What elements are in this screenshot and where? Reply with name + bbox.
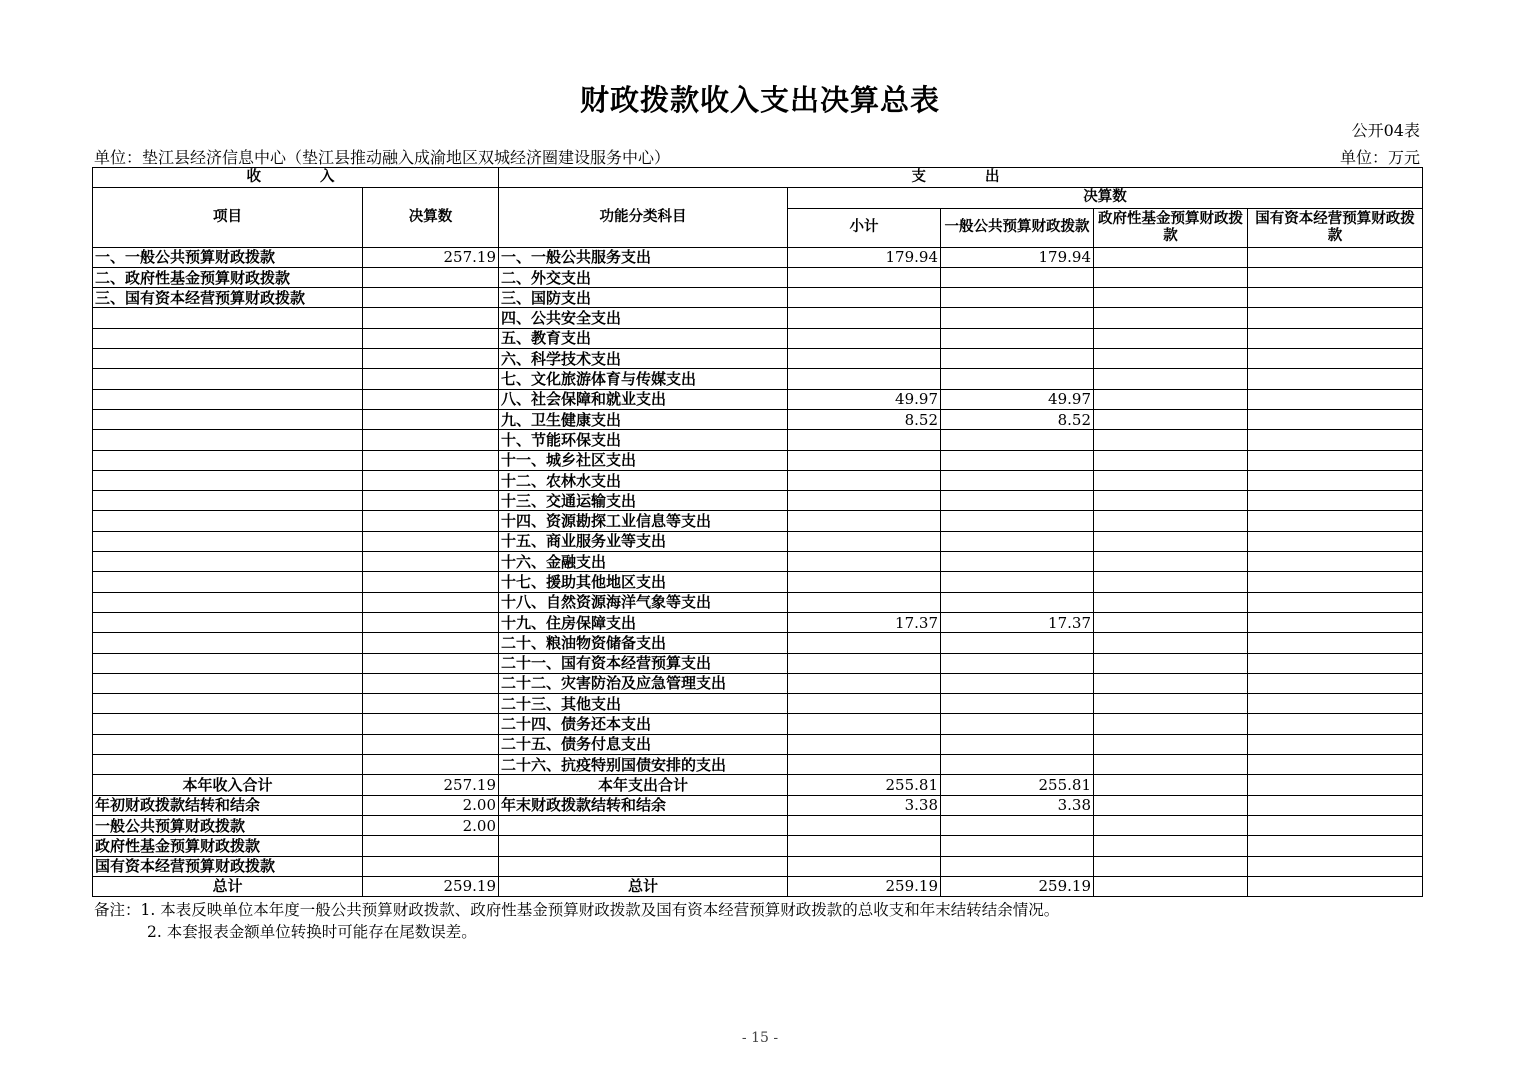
expense-subtotal: 179.94	[788, 247, 941, 267]
carry-out-general: 3.38	[941, 795, 1094, 815]
income-item	[93, 592, 363, 612]
expense-category: 十八、自然资源海洋气象等支出	[499, 592, 788, 612]
expense-general	[941, 450, 1094, 470]
income-item	[93, 673, 363, 693]
expense-gov-fund	[1094, 552, 1248, 572]
income-total-label: 本年收入合计	[93, 775, 363, 795]
header-income: 收 入	[93, 168, 499, 188]
expense-subtotal	[788, 694, 941, 714]
expense-category: 十一、城乡社区支出	[499, 450, 788, 470]
expense-subtotal	[788, 531, 941, 551]
income-amount	[363, 552, 499, 572]
expense-general: 179.94	[941, 247, 1094, 267]
expense-category: 一、一般公共服务支出	[499, 247, 788, 267]
expense-state-capital	[1248, 369, 1423, 389]
header-row-2	[93, 188, 1423, 208]
income-item	[93, 734, 363, 754]
expense-state-capital	[1248, 531, 1423, 551]
grand-out-gov-fund	[1094, 876, 1248, 896]
expense-subtotal	[788, 572, 941, 592]
income-item	[93, 430, 363, 450]
expense-general	[941, 430, 1094, 450]
expense-general	[941, 572, 1094, 592]
expense-category: 五、教育支出	[499, 328, 788, 348]
expense-category: 三、国防支出	[499, 288, 788, 308]
expense-category: 十二、农林水支出	[499, 470, 788, 490]
table-row	[93, 491, 1423, 511]
budget-table	[92, 167, 1423, 897]
expense-total-general: 255.81	[941, 775, 1094, 795]
income-amount: 257.19	[363, 247, 499, 267]
expense-total-gov-fund	[1094, 775, 1248, 795]
expense-gov-fund	[1094, 247, 1248, 267]
table-row	[93, 592, 1423, 612]
expense-state-capital	[1248, 450, 1423, 470]
expense-total-subtotal: 255.81	[788, 775, 941, 795]
note-1: 备注：1. 本表反映单位本年度一般公共预算财政拨款、政府性基金预算财政拨款及国有资本经营预算财政拨款的总收支和年末结转结余情况。	[94, 901, 1060, 919]
table-row	[93, 409, 1423, 429]
income-amount	[363, 694, 499, 714]
expense-state-capital	[1248, 409, 1423, 429]
income-item	[93, 349, 363, 369]
income-item	[93, 531, 363, 551]
expense-state-capital	[1248, 308, 1423, 328]
income-amount	[363, 430, 499, 450]
table-row	[93, 531, 1423, 551]
expense-gov-fund	[1094, 308, 1248, 328]
empty-cell	[1094, 856, 1248, 876]
expense-subtotal	[788, 450, 941, 470]
expense-state-capital	[1248, 288, 1423, 308]
income-item	[93, 755, 363, 775]
expense-subtotal	[788, 592, 941, 612]
expense-category: 十三、交通运输支出	[499, 491, 788, 511]
empty-cell	[788, 836, 941, 856]
grand-out-label: 总计	[499, 876, 788, 896]
expense-state-capital	[1248, 592, 1423, 612]
empty-cell	[788, 815, 941, 835]
expense-general	[941, 491, 1094, 511]
income-amount	[363, 612, 499, 632]
expense-category: 二十、粮油物资储备支出	[499, 633, 788, 653]
income-amount	[363, 369, 499, 389]
summary-row-carry-general	[93, 815, 1423, 835]
income-item	[93, 450, 363, 470]
expense-gov-fund	[1094, 755, 1248, 775]
unit-organization: 单位：垫江县经济信息中心（垫江县推动融入成渝地区双城经济圈建设服务中心）	[94, 148, 671, 167]
expense-gov-fund	[1094, 450, 1248, 470]
expense-subtotal: 8.52	[788, 409, 941, 429]
expense-category: 二十四、债务还本支出	[499, 714, 788, 734]
expense-gov-fund	[1094, 612, 1248, 632]
income-amount	[363, 409, 499, 429]
income-amount	[363, 389, 499, 409]
table-row	[93, 288, 1423, 308]
table-row	[93, 470, 1423, 490]
expense-gov-fund	[1094, 349, 1248, 369]
summary-row-carry-state	[93, 856, 1423, 876]
table-row	[93, 612, 1423, 632]
empty-cell	[1248, 856, 1423, 876]
expense-category: 十、节能环保支出	[499, 430, 788, 450]
expense-state-capital	[1248, 267, 1423, 287]
expense-subtotal	[788, 328, 941, 348]
income-item	[93, 653, 363, 673]
expense-general: 17.37	[941, 612, 1094, 632]
income-amount	[363, 328, 499, 348]
expense-gov-fund	[1094, 531, 1248, 551]
expense-subtotal	[788, 734, 941, 754]
income-item: 三、国有资本经营预算财政拨款	[93, 288, 363, 308]
expense-general: 8.52	[941, 409, 1094, 429]
carry-out-label: 年末财政拨款结转和结余	[499, 795, 788, 815]
expense-subtotal	[788, 491, 941, 511]
expense-total-state-capital	[1248, 775, 1423, 795]
income-amount	[363, 308, 499, 328]
expense-general	[941, 328, 1094, 348]
expense-gov-fund	[1094, 267, 1248, 287]
income-item	[93, 389, 363, 409]
expense-total-label: 本年支出合计	[499, 775, 788, 795]
income-item	[93, 470, 363, 490]
carry-in-gov-label: 政府性基金预算财政拨款	[93, 836, 363, 856]
expense-gov-fund	[1094, 673, 1248, 693]
header-final-amount: 决算数	[788, 188, 1423, 208]
expense-category: 十九、住房保障支出	[499, 612, 788, 632]
expense-state-capital	[1248, 491, 1423, 511]
expense-general	[941, 470, 1094, 490]
income-amount	[363, 491, 499, 511]
expense-category: 十五、商业服务业等支出	[499, 531, 788, 551]
expense-general	[941, 369, 1094, 389]
expense-category: 四、公共安全支出	[499, 308, 788, 328]
empty-cell	[499, 836, 788, 856]
table-row	[93, 673, 1423, 693]
header-state-capital: 国有资本经营预算财政拨款	[1248, 208, 1423, 247]
expense-subtotal	[788, 430, 941, 450]
expense-gov-fund	[1094, 328, 1248, 348]
expense-state-capital	[1248, 612, 1423, 632]
income-item	[93, 308, 363, 328]
table-row	[93, 430, 1423, 450]
unit-currency: 单位：万元	[1339, 148, 1420, 167]
income-item	[93, 714, 363, 734]
income-item	[93, 694, 363, 714]
expense-general	[941, 308, 1094, 328]
table-row	[93, 714, 1423, 734]
income-amount	[363, 531, 499, 551]
carry-out-subtotal: 3.38	[788, 795, 941, 815]
expense-gov-fund	[1094, 288, 1248, 308]
expense-category: 十四、资源勘探工业信息等支出	[499, 511, 788, 531]
expense-general	[941, 531, 1094, 551]
expense-state-capital	[1248, 328, 1423, 348]
expense-general	[941, 511, 1094, 531]
carry-in-general-value: 2.00	[363, 815, 499, 835]
expense-state-capital	[1248, 714, 1423, 734]
grand-in-label: 总计	[93, 876, 363, 896]
table-summary	[93, 775, 1423, 897]
expense-general	[941, 349, 1094, 369]
expense-general	[941, 288, 1094, 308]
expense-gov-fund	[1094, 734, 1248, 754]
header-amount: 决算数	[363, 188, 499, 247]
expense-subtotal	[788, 673, 941, 693]
expense-gov-fund	[1094, 694, 1248, 714]
expense-gov-fund	[1094, 369, 1248, 389]
income-amount	[363, 714, 499, 734]
expense-general	[941, 552, 1094, 572]
expense-state-capital	[1248, 349, 1423, 369]
expense-state-capital	[1248, 755, 1423, 775]
expense-state-capital	[1248, 734, 1423, 754]
expense-category: 二十一、国有资本经营预算支出	[499, 653, 788, 673]
expense-subtotal	[788, 714, 941, 734]
expense-state-capital	[1248, 247, 1423, 267]
income-item	[93, 328, 363, 348]
carry-in-label: 年初财政拨款结转和结余	[93, 795, 363, 815]
expense-general	[941, 714, 1094, 734]
empty-cell	[1248, 815, 1423, 835]
expense-state-capital	[1248, 673, 1423, 693]
expense-state-capital	[1248, 430, 1423, 450]
income-amount	[363, 511, 499, 531]
expense-subtotal	[788, 369, 941, 389]
table-row	[93, 267, 1423, 287]
expense-subtotal	[788, 308, 941, 328]
table-row	[93, 734, 1423, 754]
note-2: 2. 本套报表金额单位转换时可能存在尾数误差。	[147, 923, 477, 941]
grand-out-state-capital	[1248, 876, 1423, 896]
empty-cell	[1248, 836, 1423, 856]
carry-out-state-capital	[1248, 795, 1423, 815]
table-row	[93, 694, 1423, 714]
header-func-category: 功能分类科目	[499, 188, 788, 247]
expense-category: 二十五、债务付息支出	[499, 734, 788, 754]
header-item: 项目	[93, 188, 363, 247]
expense-subtotal	[788, 349, 941, 369]
carry-in-state-label: 国有资本经营预算财政拨款	[93, 856, 363, 876]
income-item	[93, 369, 363, 389]
table-row	[93, 349, 1423, 369]
expense-general: 49.97	[941, 389, 1094, 409]
table-row	[93, 389, 1423, 409]
expense-state-capital	[1248, 633, 1423, 653]
expense-general	[941, 734, 1094, 754]
expense-general	[941, 694, 1094, 714]
income-item	[93, 612, 363, 632]
income-amount	[363, 592, 499, 612]
header-gov-fund: 政府性基金预算财政拨款	[1094, 208, 1248, 247]
expense-subtotal	[788, 267, 941, 287]
table-row	[93, 572, 1423, 592]
expense-general	[941, 592, 1094, 612]
page-title: 财政拨款收入支出决算总表	[579, 83, 940, 117]
header-expense: 支 出	[499, 168, 1423, 188]
expense-category: 十七、援助其他地区支出	[499, 572, 788, 592]
expense-gov-fund	[1094, 470, 1248, 490]
expense-general	[941, 633, 1094, 653]
income-item	[93, 633, 363, 653]
table-body	[93, 247, 1423, 775]
expense-gov-fund	[1094, 389, 1248, 409]
income-amount	[363, 470, 499, 490]
expense-state-capital	[1248, 572, 1423, 592]
notes	[94, 899, 1059, 943]
expense-gov-fund	[1094, 491, 1248, 511]
header-row-1	[93, 168, 1423, 188]
income-amount	[363, 572, 499, 592]
expense-state-capital	[1248, 511, 1423, 531]
table-row	[93, 450, 1423, 470]
carry-in-value: 2.00	[363, 795, 499, 815]
expense-category: 二十六、抗疫特别国债安排的支出	[499, 755, 788, 775]
expense-category: 九、卫生健康支出	[499, 409, 788, 429]
summary-row-carry-gov	[93, 836, 1423, 856]
expense-category: 七、文化旅游体育与传媒支出	[499, 369, 788, 389]
expense-category: 八、社会保障和就业支出	[499, 389, 788, 409]
expense-gov-fund	[1094, 511, 1248, 531]
expense-subtotal	[788, 470, 941, 490]
expense-subtotal	[788, 755, 941, 775]
expense-category: 十六、金融支出	[499, 552, 788, 572]
empty-cell	[363, 836, 499, 856]
expense-category: 六、科学技术支出	[499, 349, 788, 369]
income-total-value: 257.19	[363, 775, 499, 795]
empty-cell	[941, 856, 1094, 876]
table-number: 公开04表	[1351, 121, 1420, 140]
header-subtotal: 小计	[788, 208, 941, 247]
expense-gov-fund	[1094, 409, 1248, 429]
carry-in-general-label: 一般公共预算财政拨款	[93, 815, 363, 835]
empty-cell	[788, 856, 941, 876]
summary-row-year-total	[93, 775, 1423, 795]
grand-out-general: 259.19	[941, 876, 1094, 896]
page-number: - 15 -	[741, 1030, 779, 1046]
table-row	[93, 247, 1423, 267]
income-amount	[363, 673, 499, 693]
income-item	[93, 511, 363, 531]
table-row	[93, 552, 1423, 572]
table-row	[93, 511, 1423, 531]
expense-gov-fund	[1094, 430, 1248, 450]
income-amount	[363, 755, 499, 775]
table-row	[93, 308, 1423, 328]
empty-cell	[941, 815, 1094, 835]
income-amount	[363, 653, 499, 673]
expense-gov-fund	[1094, 592, 1248, 612]
expense-general	[941, 267, 1094, 287]
expense-gov-fund	[1094, 572, 1248, 592]
empty-cell	[499, 856, 788, 876]
income-item	[93, 409, 363, 429]
expense-state-capital	[1248, 389, 1423, 409]
empty-cell	[1094, 815, 1248, 835]
summary-row-carryover	[93, 795, 1423, 815]
income-amount	[363, 450, 499, 470]
income-amount	[363, 734, 499, 754]
expense-subtotal: 17.37	[788, 612, 941, 632]
empty-cell	[941, 836, 1094, 856]
expense-state-capital	[1248, 470, 1423, 490]
expense-subtotal	[788, 552, 941, 572]
income-amount	[363, 349, 499, 369]
empty-cell	[363, 856, 499, 876]
expense-category: 二、外交支出	[499, 267, 788, 287]
income-item	[93, 552, 363, 572]
table-row	[93, 328, 1423, 348]
summary-row-grand-total	[93, 876, 1423, 896]
expense-gov-fund	[1094, 633, 1248, 653]
expense-category: 二十二、灾害防治及应急管理支出	[499, 673, 788, 693]
expense-subtotal	[788, 633, 941, 653]
expense-state-capital	[1248, 694, 1423, 714]
header-general-budget: 一般公共预算财政拨款	[941, 208, 1094, 247]
expense-gov-fund	[1094, 714, 1248, 734]
income-amount	[363, 288, 499, 308]
carry-out-gov-fund	[1094, 795, 1248, 815]
expense-state-capital	[1248, 653, 1423, 673]
expense-general	[941, 673, 1094, 693]
expense-general	[941, 755, 1094, 775]
grand-in-value: 259.19	[363, 876, 499, 896]
income-item	[93, 572, 363, 592]
income-item: 一、一般公共预算财政拨款	[93, 247, 363, 267]
expense-gov-fund	[1094, 653, 1248, 673]
unit-line	[94, 145, 1420, 167]
expense-subtotal	[788, 288, 941, 308]
expense-category: 二十三、其他支出	[499, 694, 788, 714]
expense-subtotal	[788, 653, 941, 673]
table-row	[93, 755, 1423, 775]
income-amount	[363, 267, 499, 287]
table-row	[93, 653, 1423, 673]
income-item	[93, 491, 363, 511]
empty-cell	[1094, 836, 1248, 856]
grand-out-subtotal: 259.19	[788, 876, 941, 896]
expense-subtotal: 49.97	[788, 389, 941, 409]
income-amount	[363, 633, 499, 653]
table-row	[93, 369, 1423, 389]
expense-general	[941, 653, 1094, 673]
income-item: 二、政府性基金预算财政拨款	[93, 267, 363, 287]
table-row	[93, 633, 1423, 653]
expense-subtotal	[788, 511, 941, 531]
empty-cell	[499, 815, 788, 835]
expense-state-capital	[1248, 552, 1423, 572]
